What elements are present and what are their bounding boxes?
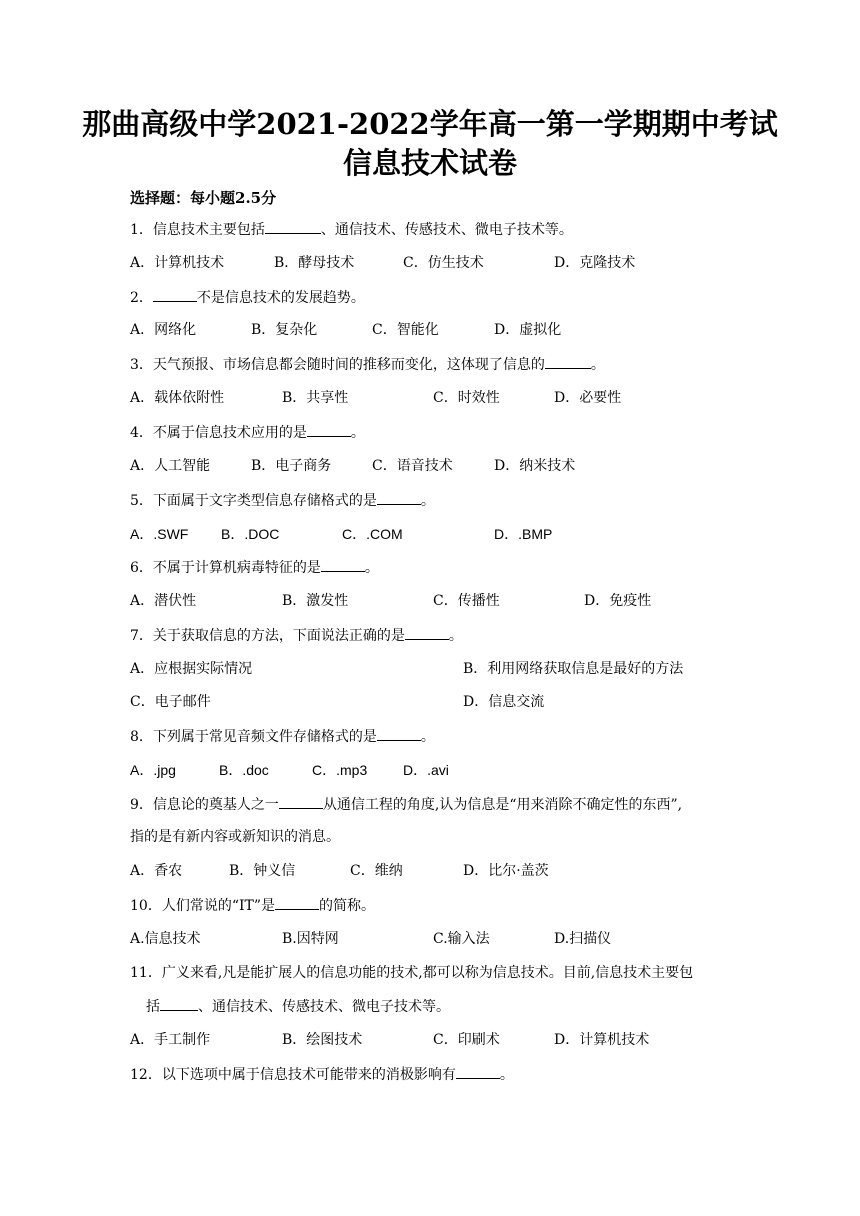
question-6-stem: 6．不属于计算机病毒特征的是 <box>130 560 321 576</box>
question-4-stem: 4．不属于信息技术应用的是 <box>130 425 307 441</box>
answer-blank <box>275 895 319 910</box>
question-8-option-c: C．.mp3 <box>312 762 368 778</box>
question-5 <box>130 490 435 511</box>
question-8-option-a: A．.jpg <box>130 762 176 778</box>
question-10-option-b: B.因特网 <box>282 931 339 947</box>
answer-blank <box>153 287 197 302</box>
question-10 <box>130 895 375 916</box>
question-6-option-a: A．潜伏性 <box>130 593 197 609</box>
question-7-option-c: C．电子邮件 <box>130 694 211 710</box>
question-5-stem-end: 。 <box>420 493 435 509</box>
question-5-option-b: B．.DOC <box>221 526 280 542</box>
question-8-stem-end: 。 <box>420 729 435 745</box>
question-4-option-d: D．纳米技术 <box>494 458 576 474</box>
question-1-option-b: B．酵母技术 <box>274 255 355 271</box>
question-6 <box>130 557 379 578</box>
answer-blank <box>307 422 351 437</box>
question-8-option-d: D．.avi <box>403 762 449 778</box>
question-10-option-d: D.扫描仪 <box>554 931 612 947</box>
question-2-option-b: B．复杂化 <box>251 322 318 338</box>
question-5-stem: 5．下面属于文字类型信息存储格式的是 <box>130 493 377 509</box>
question-1-option-d: D．克隆技术 <box>554 255 636 271</box>
answer-blank <box>545 354 591 369</box>
answer-blank <box>321 557 365 572</box>
question-4 <box>130 422 365 443</box>
question-3-option-d: D．必要性 <box>554 390 622 406</box>
question-7 <box>130 625 463 646</box>
question-3-stem: 3．天气预报、市场信息都会随时间的推移而变化，这体现了信息的 <box>130 357 545 373</box>
exam-title-line1: 那曲高级中学2021-2022学年高一第一学期期中考试 <box>82 107 778 141</box>
question-7-option-d: D．信息交流 <box>463 694 545 710</box>
question-6-stem-end: 。 <box>364 560 379 576</box>
question-1-stem: 1．信息技术主要包括 <box>130 222 265 238</box>
question-9 <box>130 794 682 815</box>
question-2 <box>130 287 365 308</box>
question-4-option-a: A．人工智能 <box>130 458 211 474</box>
question-8-stem: 8．下列属于常见音频文件存储格式的是 <box>130 729 377 745</box>
question-3-option-b: B．共享性 <box>282 390 349 406</box>
question-9-option-c: C．维纳 <box>350 863 403 879</box>
question-11-option-b: B．绘图技术 <box>282 1032 363 1048</box>
question-1-stem-end: 、通信技术、传感技术、微电子技术等。 <box>320 222 573 238</box>
question-2-option-d: D．虚拟化 <box>494 322 562 338</box>
question-11-stem-c: 括 <box>146 999 160 1015</box>
answer-blank <box>377 726 421 741</box>
question-7-stem: 7．关于获取信息的方法，下面说法正确的是 <box>130 628 405 644</box>
question-10-option-c: C.输入法 <box>433 931 490 947</box>
answer-blank <box>279 794 323 809</box>
question-7-option-b: B．利用网络获取信息是最好的方法 <box>463 661 684 677</box>
question-12 <box>130 1064 514 1085</box>
question-7-stem-end: 。 <box>448 628 463 644</box>
question-7-option-a: A．应根据实际情况 <box>130 661 253 677</box>
question-3-stem-end: 。 <box>590 357 605 373</box>
question-4-option-c: C．语音技术 <box>372 458 453 474</box>
question-2-stem-end: 不是信息技术的发展趋势。 <box>196 290 365 306</box>
question-9-stem: 9．信息论的奠基人之一 <box>130 797 279 813</box>
answer-blank <box>456 1064 500 1079</box>
question-3-option-c: C．时效性 <box>433 390 500 406</box>
question-2-option-c: C．智能化 <box>372 322 439 338</box>
answer-blank <box>160 996 198 1011</box>
exam-title-line2: 信息技术试卷 <box>342 146 517 180</box>
question-5-option-a: A．.SWF <box>130 526 189 542</box>
question-2-stem: 2． <box>130 290 153 306</box>
question-11-continued <box>146 996 450 1017</box>
question-10-option-a: A.信息技术 <box>130 931 201 947</box>
question-1-option-c: C．仿生技术 <box>403 255 484 271</box>
question-9-option-a: A．香农 <box>130 863 183 879</box>
question-3 <box>130 354 605 375</box>
question-6-option-b: B．激发性 <box>282 593 349 609</box>
question-5-option-c: C．.COM <box>342 526 403 542</box>
question-11-stem-end: 、通信技术、传感技术、微电子技术等。 <box>198 999 450 1015</box>
question-11: 11．广义来看,凡是能扩展人的信息功能的技术,都可以称为信息技术。目前,信息技术主要包 <box>130 965 694 981</box>
question-10-stem: 10．人们常说的“IT”是 <box>130 898 275 914</box>
question-4-option-b: B．电子商务 <box>251 458 332 474</box>
question-1 <box>130 219 573 240</box>
question-8 <box>130 726 435 747</box>
question-11-option-a: A．手工制作 <box>130 1032 211 1048</box>
question-6-option-c: C．传播性 <box>433 593 500 609</box>
question-6-option-d: D．免疫性 <box>584 593 652 609</box>
question-12-stem: 12．以下选项中属于信息技术可能带来的消极影响有 <box>130 1067 456 1083</box>
question-10-stem-end: 的简称。 <box>319 898 375 914</box>
question-9-stem-mid: 从通信工程的角度,认为信息是“用来消除不确定性的东西”, <box>322 797 683 813</box>
answer-blank <box>405 625 449 640</box>
question-3-option-a: A．载体依附性 <box>130 390 225 406</box>
answer-blank <box>265 219 321 234</box>
answer-blank <box>377 490 421 505</box>
question-11-option-d: D．计算机技术 <box>554 1032 650 1048</box>
question-2-option-a: A．网络化 <box>130 322 197 338</box>
question-1-option-a: A．计算机技术 <box>130 255 225 271</box>
section-heading: 选择题：每小题2.5分 <box>130 189 277 207</box>
question-9-option-d: D．比尔·盖茨 <box>463 863 549 879</box>
question-12-stem-end: 。 <box>499 1067 514 1083</box>
question-4-stem-end: 。 <box>350 425 365 441</box>
question-5-option-d: D．.BMP <box>494 526 553 542</box>
question-9-option-b: B．钟义信 <box>229 863 296 879</box>
question-11-option-c: C．印刷术 <box>433 1032 500 1048</box>
question-9-continued: 指的是有新内容或新知识的消息。 <box>130 829 340 845</box>
question-8-option-b: B．.doc <box>219 762 269 778</box>
